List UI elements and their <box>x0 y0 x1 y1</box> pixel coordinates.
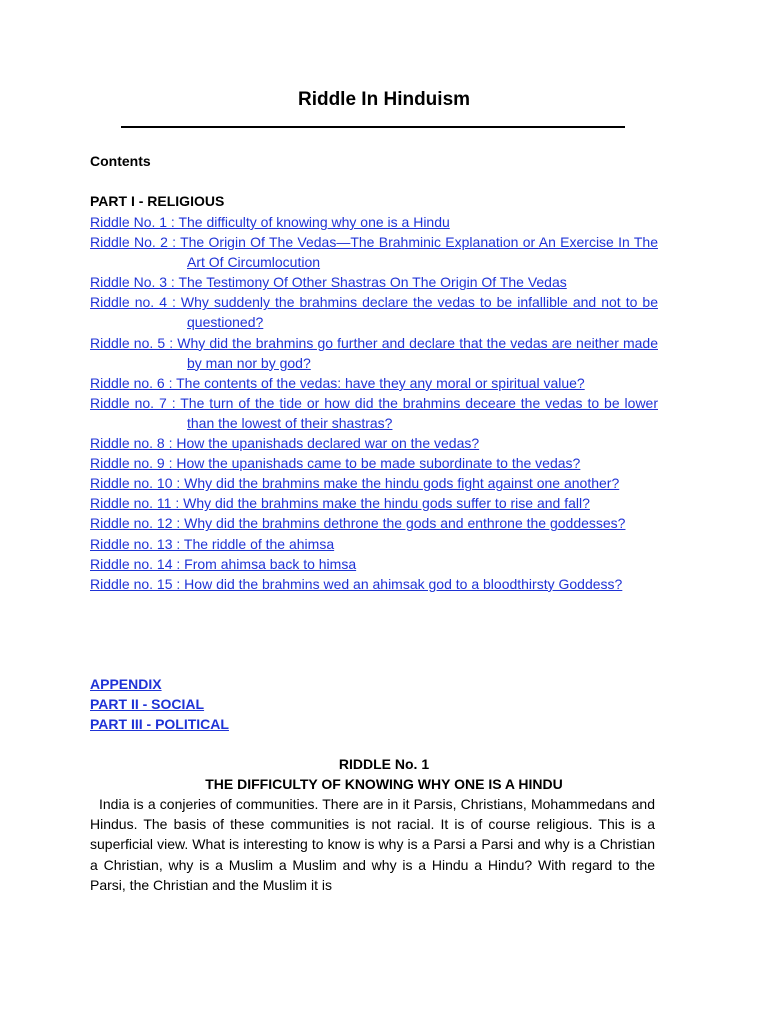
toc-link-riddle-2[interactable]: Riddle No. 2 : The Origin Of The Vedas—The Brahminic Explanation or An Exercise In The Art Of Circumlocution <box>90 234 658 271</box>
table-of-contents <box>90 212 658 594</box>
toc-link-riddle-3[interactable]: Riddle No. 3 : The Testimony Of Other Shastras On The Origin Of The Vedas <box>90 274 567 291</box>
part-one-heading: PART I - RELIGIOUS <box>90 193 225 209</box>
riddle-number-heading: RIDDLE No. 1 <box>338 756 430 772</box>
toc-link-riddle-14[interactable]: Riddle no. 14 : From ahimsa back to himsa <box>90 555 357 572</box>
toc-link-riddle-4[interactable]: Riddle no. 4 : Why suddenly the brahmins declare the vedas to be infallible and not to be questioned? <box>90 294 658 331</box>
toc-link-riddle-9[interactable]: Riddle no. 9 : How the upanishads came to be made subordinate to the vedas? <box>90 455 581 472</box>
part-two-link[interactable]: PART II - SOCIAL <box>90 696 205 713</box>
riddle-title-heading: THE DIFFICULTY OF KNOWING WHY ONE IS A HINDU <box>205 776 563 792</box>
toc-link-riddle-6[interactable]: Riddle no. 6 : The contents of the vedas: have they any moral or spiritual value? <box>90 374 585 391</box>
appendix-link[interactable]: APPENDIX <box>90 676 162 692</box>
toc-link-riddle-5[interactable]: Riddle no. 5 : Why did the brahmins go further and declare that the vedas are neither made by man nor by god? <box>90 334 658 371</box>
contents-heading: Contents <box>90 153 151 169</box>
body-paragraph: India is a conjeries of communities. There are in it Parsis, Christians, Mohammedans and Hindus. The basis of these communities is not racial. It is of course religious. This is a superficial view. What is interesting to know is why is a Parsi a Parsi and why is a Christian a Christian, why is a Muslim a Muslim and why is a Hindu a Hindu? With regard to the Parsi, the Christian and the Muslim it is <box>90 796 655 893</box>
title-underline-rule <box>121 126 625 128</box>
section-links <box>90 674 229 735</box>
toc-link-riddle-1[interactable]: Riddle No. 1 : The difficulty of knowing why one is a Hindu <box>90 214 450 230</box>
toc-link-riddle-13[interactable]: Riddle no. 13 : The riddle of the ahimsa <box>90 535 335 552</box>
part-three-link[interactable]: PART III - POLITICAL <box>90 716 229 733</box>
toc-link-riddle-8[interactable]: Riddle no. 8 : How the upanishads declared war on the vedas? <box>90 435 480 452</box>
toc-link-riddle-7[interactable]: Riddle no. 7 : The turn of the tide or how did the brahmins deceare the vedas to be lower than the lowest of their shastras? <box>90 394 658 431</box>
toc-link-riddle-10[interactable]: Riddle no. 10 : Why did the brahmins make the hindu gods fight against one another? <box>90 475 620 492</box>
toc-link-riddle-15[interactable]: Riddle no. 15 : How did the brahmins wed an ahimsak god to a bloodthirsty Goddess? <box>90 575 623 592</box>
toc-link-riddle-11[interactable]: Riddle no. 11 : Why did the brahmins make the hindu gods suffer to rise and fall? <box>90 495 590 512</box>
document-title: Riddle In Hinduism <box>297 89 471 110</box>
toc-link-riddle-12[interactable]: Riddle no. 12 : Why did the brahmins dethrone the gods and enthrone the goddesses? <box>90 515 626 532</box>
